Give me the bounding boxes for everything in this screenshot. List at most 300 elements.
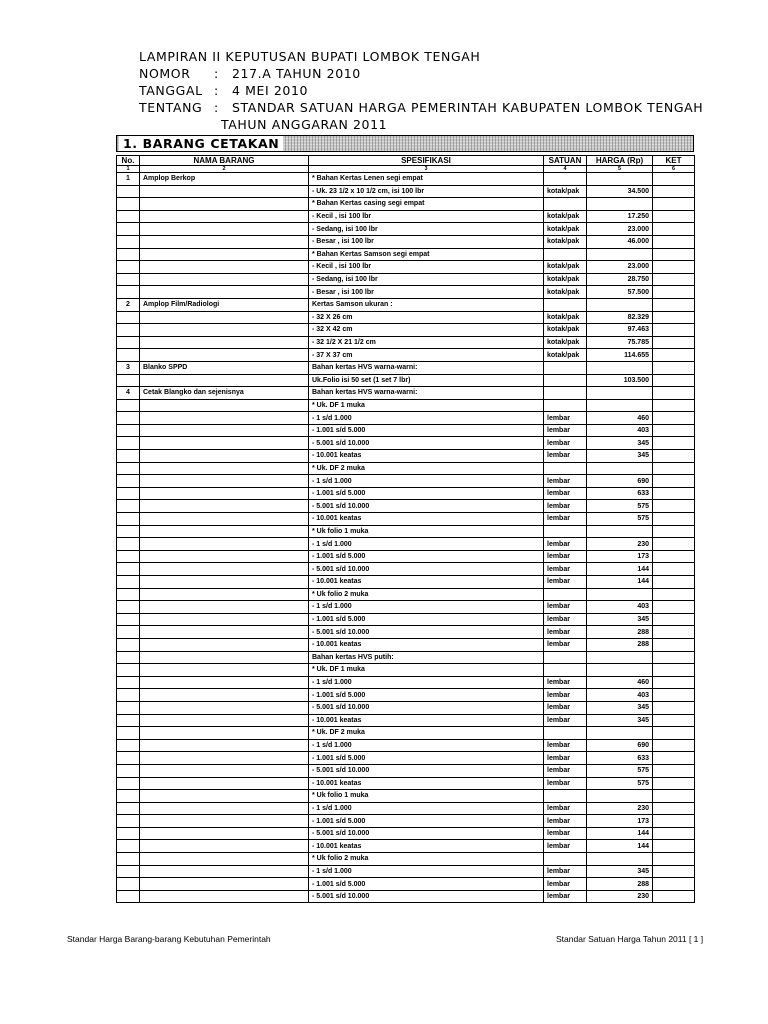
- cell-ket: [653, 336, 695, 349]
- table-row: [117, 538, 695, 551]
- cell-satuan: lembar: [544, 878, 587, 891]
- cell-ket: [653, 261, 695, 274]
- cell-ket: [653, 689, 695, 702]
- cell-nama-barang: [140, 626, 309, 639]
- cell-no: [117, 714, 140, 727]
- cell-harga: 17.250: [587, 210, 653, 223]
- table-row: [117, 185, 695, 198]
- tanggal-label: TANGGAL: [139, 83, 203, 98]
- cell-no: [117, 311, 140, 324]
- table-row: [117, 840, 695, 853]
- table-row: [117, 802, 695, 815]
- cell-spesifikasi: - Besar , isi 100 lbr: [309, 286, 544, 299]
- cell-satuan: [544, 248, 587, 261]
- cell-no: [117, 840, 140, 853]
- cell-spesifikasi: - 5.001 s/d 10.000: [309, 500, 544, 513]
- cell-satuan: kotak/pak: [544, 273, 587, 286]
- cell-no: [117, 198, 140, 211]
- cell-no: [117, 273, 140, 286]
- table-row: [117, 588, 695, 601]
- cell-spesifikasi: - 5.001 s/d 10.000: [309, 563, 544, 576]
- cell-harga: 173: [587, 550, 653, 563]
- cell-spesifikasi: Bahan kertas HVS putih:: [309, 651, 544, 664]
- cell-spesifikasi: - 32 X 26 cm: [309, 311, 544, 324]
- cell-spesifikasi: - 1 s/d 1.000: [309, 412, 544, 425]
- cell-no: [117, 399, 140, 412]
- cell-spesifikasi: - 32 X 42 cm: [309, 324, 544, 337]
- table-row: [117, 286, 695, 299]
- cell-no: [117, 324, 140, 337]
- cell-no: [117, 462, 140, 475]
- cell-no: [117, 865, 140, 878]
- cell-no: [117, 676, 140, 689]
- cell-no: [117, 248, 140, 261]
- cell-satuan: lembar: [544, 500, 587, 513]
- cell-satuan: [544, 588, 587, 601]
- table-row: [117, 601, 695, 614]
- cell-spesifikasi: - 1 s/d 1.000: [309, 739, 544, 752]
- table-header-row: [117, 156, 695, 166]
- cell-spesifikasi: - 1.001 s/d 5.000: [309, 752, 544, 765]
- cell-no: [117, 450, 140, 463]
- cell-spesifikasi: Kertas Samson ukuran :: [309, 298, 544, 311]
- cell-spesifikasi: * Uk folio 2 muka: [309, 588, 544, 601]
- column-number: 1: [117, 166, 140, 173]
- cell-ket: [653, 273, 695, 286]
- cell-spesifikasi: * Uk. DF 2 muka: [309, 462, 544, 475]
- cell-ket: [653, 576, 695, 589]
- header-no: No.: [117, 156, 140, 166]
- table-row: [117, 865, 695, 878]
- cell-nama-barang: [140, 727, 309, 740]
- cell-spesifikasi: - Kecil , isi 100 lbr: [309, 210, 544, 223]
- cell-nama-barang: [140, 689, 309, 702]
- cell-harga: 23.000: [587, 261, 653, 274]
- cell-harga: [587, 462, 653, 475]
- cell-spesifikasi: - 32 1/2 X 21 1/2 cm: [309, 336, 544, 349]
- cell-ket: [653, 865, 695, 878]
- cell-satuan: kotak/pak: [544, 336, 587, 349]
- table-row: [117, 613, 695, 626]
- cell-harga: 173: [587, 815, 653, 828]
- cell-ket: [653, 487, 695, 500]
- table-row: [117, 223, 695, 236]
- cell-no: [117, 286, 140, 299]
- header-nama-barang: NAMA BARANG: [140, 156, 309, 166]
- cell-no: [117, 576, 140, 589]
- cell-no: 3: [117, 361, 140, 374]
- table-row: [117, 235, 695, 248]
- cell-spesifikasi: * Uk folio 2 muka: [309, 853, 544, 866]
- cell-harga: 46.000: [587, 235, 653, 248]
- cell-ket: [653, 563, 695, 576]
- cell-nama-barang: [140, 790, 309, 803]
- cell-spesifikasi: * Uk. DF 1 muka: [309, 664, 544, 677]
- cell-no: [117, 890, 140, 903]
- table-row: [117, 676, 695, 689]
- table-row: [117, 374, 695, 387]
- cell-ket: [653, 286, 695, 299]
- tentang-value: STANDAR SATUAN HARGA PEMERINTAH KABUPATEN LOMBOK TENGAH: [232, 100, 704, 115]
- cell-harga: 345: [587, 450, 653, 463]
- cell-nama-barang: [140, 412, 309, 425]
- cell-ket: [653, 752, 695, 765]
- cell-nama-barang: [140, 664, 309, 677]
- cell-spesifikasi: - 10.001 keatas: [309, 714, 544, 727]
- tanggal-value: 4 MEI 2010: [232, 83, 309, 98]
- header-ket: KET: [653, 156, 695, 166]
- cell-harga: 460: [587, 676, 653, 689]
- cell-ket: [653, 374, 695, 387]
- cell-ket: [653, 790, 695, 803]
- cell-satuan: [544, 361, 587, 374]
- cell-no: [117, 664, 140, 677]
- cell-nama-barang: [140, 487, 309, 500]
- cell-satuan: lembar: [544, 563, 587, 576]
- cell-no: [117, 223, 140, 236]
- cell-spesifikasi: - Besar , isi 100 lbr: [309, 235, 544, 248]
- cell-no: [117, 777, 140, 790]
- table-row: [117, 727, 695, 740]
- cell-spesifikasi: - 1 s/d 1.000: [309, 865, 544, 878]
- cell-nama-barang: [140, 890, 309, 903]
- cell-satuan: [544, 374, 587, 387]
- cell-harga: [587, 198, 653, 211]
- cell-satuan: [544, 298, 587, 311]
- cell-satuan: lembar: [544, 714, 587, 727]
- cell-nama-barang: [140, 550, 309, 563]
- cell-harga: 34.500: [587, 185, 653, 198]
- cell-ket: [653, 412, 695, 425]
- cell-satuan: lembar: [544, 865, 587, 878]
- cell-satuan: lembar: [544, 739, 587, 752]
- cell-ket: [653, 827, 695, 840]
- table-row: [117, 563, 695, 576]
- table-row: [117, 399, 695, 412]
- cell-ket: [653, 601, 695, 614]
- header-satuan: SATUAN: [544, 156, 587, 166]
- cell-nama-barang: [140, 210, 309, 223]
- cell-ket: [653, 248, 695, 261]
- cell-ket: [653, 210, 695, 223]
- cell-spesifikasi: - 1.001 s/d 5.000: [309, 613, 544, 626]
- table-row: [117, 261, 695, 274]
- table-row: [117, 462, 695, 475]
- cell-spesifikasi: - 1.001 s/d 5.000: [309, 878, 544, 891]
- table-row: [117, 638, 695, 651]
- cell-harga: 575: [587, 764, 653, 777]
- cell-spesifikasi: - 5.001 s/d 10.000: [309, 827, 544, 840]
- cell-nama-barang: [140, 450, 309, 463]
- document-header: [139, 48, 703, 133]
- table-row: [117, 689, 695, 702]
- cell-nama-barang: [140, 576, 309, 589]
- cell-satuan: lembar: [544, 689, 587, 702]
- cell-ket: [653, 538, 695, 551]
- cell-ket: [653, 676, 695, 689]
- cell-harga: 403: [587, 601, 653, 614]
- cell-nama-barang: [140, 739, 309, 752]
- cell-no: [117, 853, 140, 866]
- cell-harga: 57.500: [587, 286, 653, 299]
- cell-nama-barang: [140, 248, 309, 261]
- cell-ket: [653, 853, 695, 866]
- cell-nama-barang: [140, 538, 309, 551]
- cell-satuan: [544, 462, 587, 475]
- cell-satuan: [544, 853, 587, 866]
- cell-nama-barang: Blanko SPPD: [140, 361, 309, 374]
- tentang-label: TENTANG: [139, 100, 203, 115]
- cell-no: [117, 815, 140, 828]
- cell-spesifikasi: * Uk. DF 2 muka: [309, 727, 544, 740]
- cell-nama-barang: [140, 185, 309, 198]
- table-row: [117, 651, 695, 664]
- cell-harga: 230: [587, 890, 653, 903]
- cell-nama-barang: [140, 764, 309, 777]
- cell-no: [117, 185, 140, 198]
- tentang-separator: :: [214, 100, 219, 115]
- cell-harga: [587, 525, 653, 538]
- cell-no: [117, 235, 140, 248]
- table-row: [117, 664, 695, 677]
- cell-nama-barang: [140, 853, 309, 866]
- cell-spesifikasi: - 1.001 s/d 5.000: [309, 689, 544, 702]
- cell-harga: 144: [587, 840, 653, 853]
- section-title: 1. BARANG CETAKAN: [119, 136, 283, 151]
- cell-satuan: lembar: [544, 764, 587, 777]
- cell-harga: 97.463: [587, 324, 653, 337]
- cell-nama-barang: [140, 613, 309, 626]
- table-row: [117, 437, 695, 450]
- cell-no: [117, 261, 140, 274]
- header-tentang-row-2: [139, 116, 703, 133]
- cell-harga: 575: [587, 777, 653, 790]
- table-row: [117, 361, 695, 374]
- cell-no: [117, 475, 140, 488]
- cell-harga: 345: [587, 437, 653, 450]
- cell-harga: [587, 173, 653, 186]
- cell-no: [117, 374, 140, 387]
- table-row: [117, 513, 695, 526]
- column-number: 2: [140, 166, 309, 173]
- table-row: [117, 853, 695, 866]
- cell-no: [117, 513, 140, 526]
- cell-ket: [653, 613, 695, 626]
- cell-nama-barang: [140, 399, 309, 412]
- table-row: [117, 349, 695, 362]
- cell-nama-barang: [140, 311, 309, 324]
- cell-nama-barang: [140, 676, 309, 689]
- cell-satuan: lembar: [544, 450, 587, 463]
- cell-nama-barang: [140, 261, 309, 274]
- cell-satuan: lembar: [544, 576, 587, 589]
- cell-satuan: lembar: [544, 827, 587, 840]
- cell-harga: 75.785: [587, 336, 653, 349]
- cell-satuan: lembar: [544, 475, 587, 488]
- cell-no: [117, 878, 140, 891]
- cell-satuan: kotak/pak: [544, 185, 587, 198]
- cell-nama-barang: [140, 840, 309, 853]
- cell-spesifikasi: - Sedang, isi 100 lbr: [309, 223, 544, 236]
- header-spesifikasi: SPESIFIKASI: [309, 156, 544, 166]
- cell-nama-barang: [140, 349, 309, 362]
- cell-ket: [653, 588, 695, 601]
- header-tanggal-row: [139, 82, 703, 99]
- cell-harga: 460: [587, 412, 653, 425]
- cell-harga: 575: [587, 500, 653, 513]
- cell-ket: [653, 550, 695, 563]
- cell-spesifikasi: - 10.001 keatas: [309, 840, 544, 853]
- cell-no: [117, 752, 140, 765]
- cell-spesifikasi: - 10.001 keatas: [309, 513, 544, 526]
- cell-satuan: [544, 651, 587, 664]
- table-row: [117, 210, 695, 223]
- table-row: [117, 198, 695, 211]
- cell-satuan: lembar: [544, 815, 587, 828]
- cell-spesifikasi: Uk.Folio isi 50 set (1 set 7 lbr): [309, 374, 544, 387]
- tanggal-separator: :: [214, 83, 219, 98]
- table-row: [117, 173, 695, 186]
- header-title-row: [139, 48, 703, 65]
- cell-ket: [653, 878, 695, 891]
- cell-ket: [653, 815, 695, 828]
- table-row: [117, 827, 695, 840]
- cell-satuan: [544, 399, 587, 412]
- cell-nama-barang: [140, 462, 309, 475]
- cell-ket: [653, 198, 695, 211]
- cell-spesifikasi: * Uk folio 1 muka: [309, 525, 544, 538]
- cell-harga: 114.655: [587, 349, 653, 362]
- cell-ket: [653, 361, 695, 374]
- section-bar: [116, 135, 694, 152]
- cell-no: [117, 651, 140, 664]
- footer-left: Standar Harga Barang-barang Kebutuhan Pemerintah: [67, 934, 271, 944]
- cell-no: [117, 336, 140, 349]
- cell-spesifikasi: - 10.001 keatas: [309, 450, 544, 463]
- cell-satuan: lembar: [544, 777, 587, 790]
- cell-ket: [653, 173, 695, 186]
- table-row: [117, 311, 695, 324]
- cell-satuan: lembar: [544, 513, 587, 526]
- cell-satuan: [544, 790, 587, 803]
- column-number: 3: [309, 166, 544, 173]
- cell-satuan: lembar: [544, 752, 587, 765]
- cell-harga: 288: [587, 626, 653, 639]
- cell-spesifikasi: - 10.001 keatas: [309, 638, 544, 651]
- cell-satuan: [544, 727, 587, 740]
- cell-satuan: kotak/pak: [544, 210, 587, 223]
- cell-harga: 633: [587, 752, 653, 765]
- cell-no: [117, 412, 140, 425]
- header-title: LAMPIRAN II KEPUTUSAN BUPATI LOMBOK TENGAH: [139, 49, 481, 64]
- cell-harga: 230: [587, 538, 653, 551]
- cell-nama-barang: Amplop Berkop: [140, 173, 309, 186]
- cell-nama-barang: [140, 437, 309, 450]
- cell-harga: 403: [587, 689, 653, 702]
- cell-no: [117, 424, 140, 437]
- cell-nama-barang: [140, 638, 309, 651]
- table-row: [117, 500, 695, 513]
- cell-satuan: lembar: [544, 412, 587, 425]
- table-row: [117, 714, 695, 727]
- cell-spesifikasi: - 5.001 s/d 10.000: [309, 701, 544, 714]
- cell-no: [117, 588, 140, 601]
- tentang-value-2: TAHUN ANGGARAN 2011: [221, 117, 388, 132]
- header-tentang-row: [139, 99, 703, 116]
- cell-spesifikasi: - 1 s/d 1.000: [309, 475, 544, 488]
- cell-ket: [653, 462, 695, 475]
- cell-spesifikasi: - 37 X 37 cm: [309, 349, 544, 362]
- nomor-label: NOMOR: [139, 66, 191, 81]
- table-row: [117, 475, 695, 488]
- cell-spesifikasi: - 1 s/d 1.000: [309, 802, 544, 815]
- table-row: [117, 764, 695, 777]
- cell-ket: [653, 802, 695, 815]
- cell-spesifikasi: - 5.001 s/d 10.000: [309, 764, 544, 777]
- table-row: [117, 336, 695, 349]
- cell-no: [117, 487, 140, 500]
- cell-satuan: [544, 525, 587, 538]
- cell-satuan: kotak/pak: [544, 349, 587, 362]
- cell-ket: [653, 450, 695, 463]
- nomor-value: 217.A TAHUN 2010: [232, 66, 361, 81]
- cell-satuan: lembar: [544, 890, 587, 903]
- cell-nama-barang: [140, 878, 309, 891]
- cell-harga: 345: [587, 714, 653, 727]
- table-row: [117, 550, 695, 563]
- column-number: 4: [544, 166, 587, 173]
- cell-nama-barang: [140, 777, 309, 790]
- cell-nama-barang: [140, 424, 309, 437]
- cell-harga: [587, 790, 653, 803]
- cell-satuan: lembar: [544, 437, 587, 450]
- cell-ket: [653, 223, 695, 236]
- cell-satuan: [544, 173, 587, 186]
- cell-harga: 144: [587, 827, 653, 840]
- cell-harga: 690: [587, 475, 653, 488]
- table-row: [117, 701, 695, 714]
- cell-nama-barang: [140, 588, 309, 601]
- cell-spesifikasi: - 1 s/d 1.000: [309, 601, 544, 614]
- cell-no: [117, 500, 140, 513]
- table-row: [117, 739, 695, 752]
- cell-spesifikasi: - 1.001 s/d 5.000: [309, 815, 544, 828]
- cell-satuan: lembar: [544, 601, 587, 614]
- table-row: [117, 777, 695, 790]
- cell-harga: [587, 399, 653, 412]
- table-row: [117, 450, 695, 463]
- cell-satuan: lembar: [544, 701, 587, 714]
- table-row: [117, 298, 695, 311]
- cell-nama-barang: [140, 273, 309, 286]
- cell-no: [117, 739, 140, 752]
- cell-harga: 345: [587, 613, 653, 626]
- cell-satuan: lembar: [544, 550, 587, 563]
- cell-satuan: lembar: [544, 424, 587, 437]
- cell-harga: [587, 727, 653, 740]
- cell-no: [117, 626, 140, 639]
- cell-harga: [587, 664, 653, 677]
- table-row: [117, 248, 695, 261]
- cell-satuan: kotak/pak: [544, 223, 587, 236]
- cell-spesifikasi: - 1 s/d 1.000: [309, 538, 544, 551]
- table-body: [117, 173, 695, 903]
- cell-satuan: [544, 198, 587, 211]
- cell-no: [117, 689, 140, 702]
- table-row: [117, 878, 695, 891]
- cell-harga: 23.000: [587, 223, 653, 236]
- cell-spesifikasi: - 1.001 s/d 5.000: [309, 550, 544, 563]
